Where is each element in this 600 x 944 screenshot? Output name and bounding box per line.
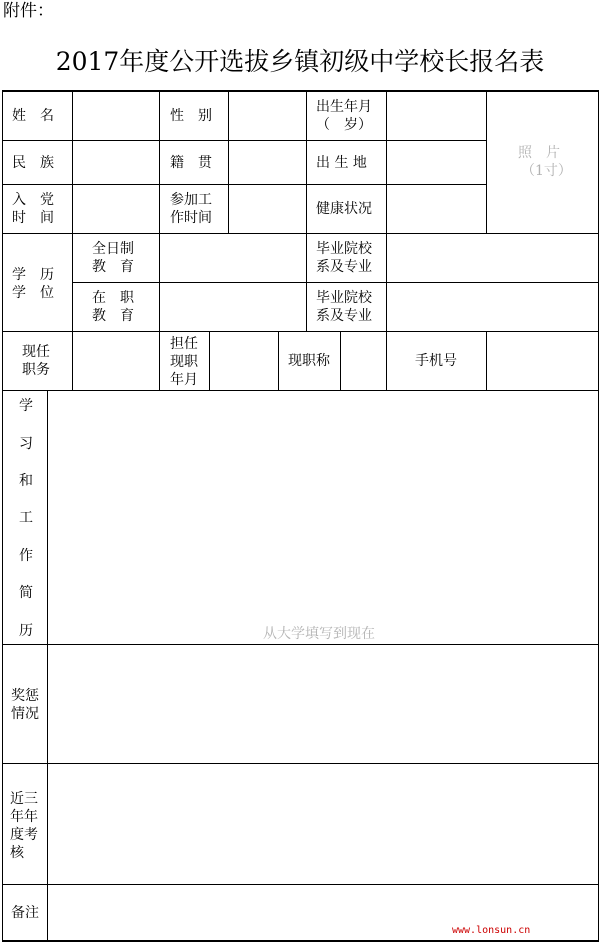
current-post-label-2: 职务 bbox=[22, 362, 50, 378]
grid-line bbox=[2, 390, 599, 391]
resume-label-char: 作 bbox=[19, 548, 33, 564]
grid-line bbox=[486, 90, 487, 233]
grid-line bbox=[598, 90, 599, 942]
grid-line bbox=[2, 233, 599, 234]
resume-label-char: 历 bbox=[19, 623, 33, 639]
resume-label-char: 学 bbox=[19, 398, 33, 414]
assessment-label-1: 近三 bbox=[10, 791, 38, 807]
photo-label: 照 片 bbox=[518, 145, 560, 161]
school-label-1: 毕业院校 bbox=[316, 241, 372, 257]
resume-label-char: 简 bbox=[19, 585, 33, 601]
school2-label-2: 系及专业 bbox=[316, 308, 372, 324]
grid-line bbox=[2, 940, 599, 942]
grid-line bbox=[2, 644, 599, 645]
inservice-edu-label-2: 教 育 bbox=[92, 308, 134, 324]
photo-size-label: （1寸） bbox=[521, 163, 572, 179]
fulltime-edu-label-1: 全日制 bbox=[92, 241, 134, 257]
grid-line bbox=[278, 331, 279, 390]
education-label-2: 学 位 bbox=[12, 285, 54, 301]
party-date-label-2: 时 间 bbox=[12, 210, 54, 226]
resume-hint: 从大学填写到现在 bbox=[263, 626, 375, 642]
post-date-label-3: 年月 bbox=[170, 372, 198, 388]
footer-watermark[interactable]: www.lonsun.cn bbox=[452, 925, 531, 936]
assessment-label-2: 年年 bbox=[10, 809, 38, 825]
assessment-label-4: 核 bbox=[10, 845, 24, 861]
grid-line bbox=[340, 331, 341, 390]
grid-line bbox=[2, 884, 599, 885]
grid-line bbox=[2, 140, 487, 141]
health-label: 健康状况 bbox=[316, 201, 372, 217]
school-label-2: 系及专业 bbox=[316, 259, 372, 275]
grid-line bbox=[159, 90, 160, 390]
ethnicity-label: 民 族 bbox=[12, 155, 54, 171]
inservice-edu-label-1: 在 职 bbox=[92, 290, 134, 306]
birth-date-label: 出生年月 bbox=[316, 99, 372, 115]
grid-line bbox=[486, 331, 487, 390]
phone-label: 手机号 bbox=[415, 353, 457, 369]
birth-age-label: （ 岁） bbox=[316, 117, 372, 133]
school2-label-1: 毕业院校 bbox=[316, 290, 372, 306]
grid-line bbox=[209, 331, 210, 390]
fulltime-edu-label-2: 教 育 bbox=[92, 259, 134, 275]
name-label: 姓 名 bbox=[12, 108, 54, 124]
work-start-label-1: 参加工 bbox=[170, 192, 212, 208]
work-start-label-2: 作时间 bbox=[170, 210, 212, 226]
resume-label-char: 工 bbox=[19, 510, 33, 526]
current-post-label-1: 现任 bbox=[22, 344, 50, 360]
post-date-label-2: 现职 bbox=[170, 354, 198, 370]
grid-line bbox=[47, 390, 48, 942]
form-title: 2017年度公开选拔乡镇初级中学校长报名表 bbox=[55, 47, 545, 76]
current-title-label: 现职称 bbox=[288, 353, 330, 369]
education-label-1: 学 历 bbox=[12, 267, 54, 283]
remarks-label: 备注 bbox=[11, 905, 39, 921]
grid-line bbox=[2, 90, 3, 942]
party-date-label-1: 入 党 bbox=[12, 192, 54, 208]
grid-line bbox=[228, 90, 229, 233]
grid-line bbox=[2, 184, 487, 185]
grid-line bbox=[2, 90, 599, 92]
grid-line bbox=[386, 90, 387, 390]
grid-line bbox=[72, 282, 599, 283]
grid-line bbox=[306, 90, 307, 331]
native-place-label: 籍 贯 bbox=[170, 155, 212, 171]
resume-label-char: 和 bbox=[19, 473, 33, 489]
grid-line bbox=[72, 90, 73, 390]
grid-line bbox=[2, 331, 599, 332]
assessment-label-3: 度考 bbox=[10, 827, 38, 843]
rewards-label-2: 情况 bbox=[11, 706, 39, 722]
rewards-label-1: 奖惩 bbox=[11, 688, 39, 704]
grid-line bbox=[2, 763, 599, 764]
gender-label: 性 别 bbox=[170, 108, 212, 124]
resume-label-char: 习 bbox=[19, 436, 33, 452]
post-date-label-1: 担任 bbox=[170, 336, 198, 352]
attachment-label: 附件： bbox=[3, 1, 54, 21]
birthplace-label: 出 生 地 bbox=[316, 155, 367, 171]
